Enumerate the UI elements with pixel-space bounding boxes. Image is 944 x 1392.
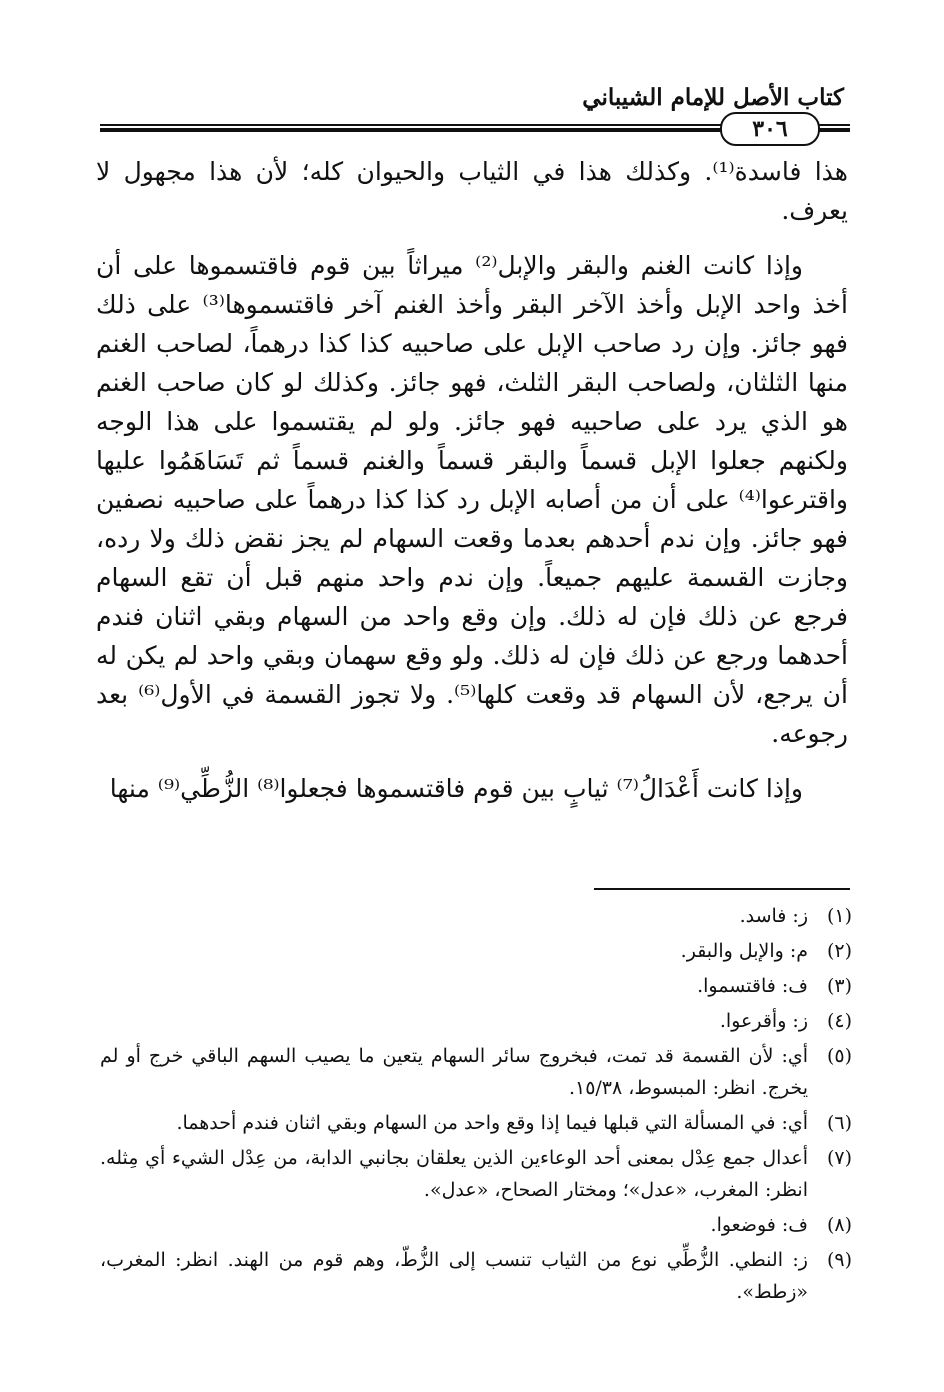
footnote-text: م: والإبل والبقر. xyxy=(680,940,808,962)
footnote xyxy=(100,1107,852,1139)
paragraph: وإذا كانت الغنم والبقر والإبل⁽²⁾ ميراثاً بين قوم فاقتسموها على أن أخذ واحد الإبل وأخذ الآخر البقر وأخذ الغنم آخر فاقتسموها⁽³⁾ على ذلك فهو جائز. وإن رد صاحب الإبل على صاحبيه كذا كذا درهماً، لصاحب الغنم منها الثلثان، ولصاحب البقر الثلث، فهو جائز. وكذلك لو كان صاحب الغنم هو الذي يرد على صاحبيه فهو جائز. ولو لم يقتسموا على هذا الوجه ولكنهم جعلوا الإبل قسماً والبقر قسماً والغنم قسماً ثم تَسَاهَمُوا عليها واقترعوا⁽⁴⁾ على أن من أصابه الإبل رد كذا كذا درهماً على صاحبيه نصفين فهو جائز. وإن ندم أحدهم بعدما وقعت السهام لم يجز نقض ذلك ولا رده، وجازت القسمة عليهم جميعاً. وإن ندم واحد منهم قبل أن تقع السهام فرجع عن ذلك فإن له ذلك. وإن وقع واحد من السهام وبقي اثنان فندم أحدهما ورجع عن ذلك فإن له ذلك. ولو وقع سهمان وبقي واحد لم يكن له أن يرجع، لأن السهام قد وقعت كلها⁽⁵⁾. ولا تجوز القسمة في الأول⁽⁶⁾ بعد رجوعه. xyxy=(96,251,848,748)
running-header-title: كتاب الأصل للإمام الشيباني xyxy=(582,84,844,111)
page-number-badge: ٣٠٦ xyxy=(720,112,820,146)
footnote-text: أي: في المسألة التي قبلها فيما إذا وقع واحد من السهام وبقي اثنان فندم أحدهما. xyxy=(176,1112,808,1134)
footnote xyxy=(100,970,852,1002)
footnote xyxy=(100,900,852,932)
footnote-separator xyxy=(594,888,850,890)
footnote-number: (٩) xyxy=(826,1249,852,1271)
footnote-number: (٢) xyxy=(826,940,852,962)
footnote-text: ف: فاقتسموا. xyxy=(697,975,808,997)
footnote-text: ف: فوضعوا. xyxy=(710,1214,808,1236)
footnote xyxy=(100,1142,852,1206)
footnote-number: (٧) xyxy=(826,1147,852,1169)
main-text xyxy=(96,152,848,808)
footnote-text: أي: لأن القسمة قد تمت، فبخروج سائر السهام يتعين ما يصيب السهم الباقي خرج أو لم يخرج. انظر: المبسوط، ١٥/٣٨. xyxy=(100,1045,808,1099)
footnote-text: ز: النطي. الزُّطِّي نوع من الثياب تنسب إلى الزُّطّ، وهم قوم من الهند. انظر: المغرب، «زطط». xyxy=(100,1249,808,1303)
footnote xyxy=(100,1209,852,1241)
footnote xyxy=(100,935,852,967)
footnotes xyxy=(100,900,852,1311)
footnote-number: (١) xyxy=(826,905,852,927)
paragraph: هذا فاسدة⁽¹⁾. وكذلك هذا في الثياب والحيوان كله؛ لأن هذا مجهول لا يعرف. xyxy=(96,157,848,225)
footnote-number: (٥) xyxy=(826,1045,852,1067)
footnote-number: (٨) xyxy=(826,1214,852,1236)
footnote-number: (٦) xyxy=(826,1112,852,1134)
footnote-number: (٣) xyxy=(826,975,852,997)
footnote xyxy=(100,1040,852,1104)
paragraph: وإذا كانت أَعْدَالُ⁽⁷⁾ ثيابٍ بين قوم فاقتسموها فجعلوا⁽⁸⁾ الزُّطِّي⁽⁹⁾ منها xyxy=(109,774,803,803)
footnote-text: ز: فاسد. xyxy=(739,905,808,927)
footnote-text: أعدال جمع عِدْل بمعنى أحد الوعاءين الذين يعلقان بجانبي الدابة، من عِدْل الشيء أي مِثله. انظر: المغرب، «عدل»؛ ومختار الصحاح، «عدل». xyxy=(100,1147,808,1201)
footnote xyxy=(100,1244,852,1308)
footnote-text: ز: وأقرعوا. xyxy=(719,1010,808,1032)
footnote xyxy=(100,1005,852,1037)
footnote-number: (٤) xyxy=(826,1010,852,1032)
